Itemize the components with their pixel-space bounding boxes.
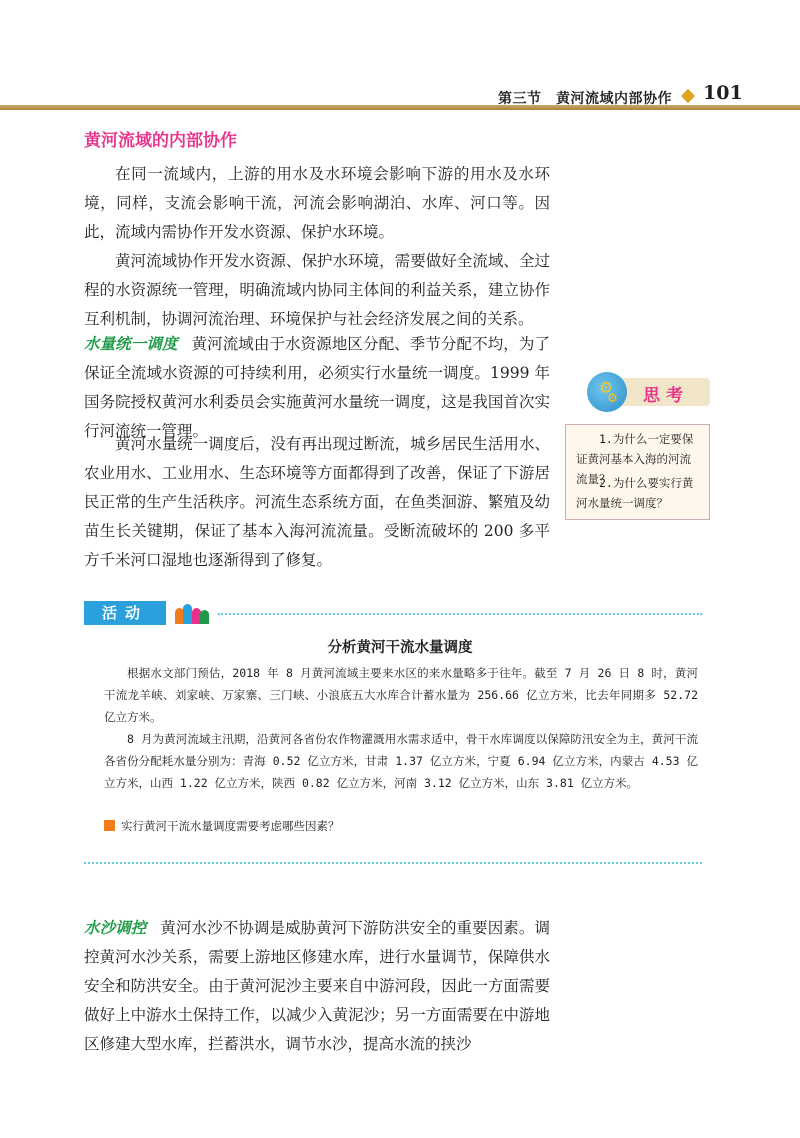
diamond-icon	[681, 89, 695, 103]
think-questions	[565, 424, 710, 520]
paragraph-3	[84, 330, 550, 446]
activity-paragraph-2: 8 月为黄河流域主汛期，沿黄河各省份农作物灌溉用水需求适中，骨干水库调度以保障防汛安全为主，黄河干流各省份分配耗水量分别为：青海 0.52 亿立方米，甘肃 1.37 亿立方米，宁夏 6.94 亿立方米，内蒙古 4.53 亿立方米，山西 1.22 亿立方米，陕西 0.82 亿立方米，河南 3.12 亿立方米，山东 3.81 亿立方米。	[104, 732, 698, 790]
paragraph-3-text: 黄河流域由于水资源地区分配、季节分配不均，为了保证全流域水资源的可持续利用，必须实行水量统一调度。1999 年国务院授权黄河水利委员会实施黄河水量统一调度，这是我国首次实行河流统一管理。	[84, 335, 550, 440]
head-gears-icon: ⚙ ⚙	[587, 372, 627, 412]
think-question-2: 2.为什么要实行黄河水量统一调度？	[576, 476, 694, 510]
sediment-control-heading: 水沙调控	[84, 919, 147, 937]
header-section-title: 第三节 黄河流域内部协作	[498, 91, 672, 107]
paragraph-5-text: 黄河水沙不协调是威胁黄河下游防洪安全的重要因素。调控黄河水沙关系，需要上游地区修建水库，进行水量调节，保障供水安全和防洪安全。由于黄河泥沙主要来自中游河段，因此一方面需要做好上中游水土保持工作，以减少入黄泥沙；另一方面需要在中游地区修建大型水库，拦蓄洪水，调节水沙，提高水流的挟沙	[84, 919, 550, 1053]
activity-bottom-divider	[84, 862, 702, 864]
activity-title: 分析黄河干流水量调度	[327, 640, 473, 656]
think-box	[565, 372, 710, 520]
activity-top-divider	[218, 613, 702, 615]
paragraph-4: 黄河水量统一调度后，没有再出现过断流，城乡居民生活用水、农业用水、工业用水、生态环境等方面都得到了改善，保证了下游居民正常的生产生活秩序。河流生态系统方面，在鱼类洄游、繁殖及幼苗生长关键期，保证了基本入海河流流量。受断流破坏的 200 多平方千米河口湿地也逐渐得到了修复。	[84, 435, 550, 569]
think-title: 思考	[643, 386, 689, 406]
section-heading: 黄河流域的内部协作	[84, 131, 237, 151]
paragraph-2: 黄河流域协作开发水资源、保护水环境，需要做好全流域、全过程的水资源统一管理，明确流域内协同主体间的利益关系，建立协作互利机制，协调河流治理、环境保护与社会经济发展之间的关系。	[84, 252, 550, 328]
activity-question-text: 实行黄河干流水量调度需要考虑哪些因素？	[121, 819, 340, 833]
header-rule	[0, 105, 800, 110]
activity-paragraph-1: 根据水文部门预估，2018 年 8 月黄河流域主要来水区的来水量略多于往年。截至 7 月 26 日 8 时，黄河干流龙羊峡、刘家峡、万家寨、三门峡、小浪底五大水库合计蓄水量为 256.66 亿立方米，比去年同期多 52.72 亿立方米。	[104, 666, 698, 724]
activity-label: 活动	[84, 601, 166, 625]
page-number: 101	[703, 82, 743, 104]
bullet-square-icon	[104, 820, 115, 831]
water-dispatch-heading: 水量统一调度	[84, 335, 178, 353]
people-icon	[175, 602, 209, 624]
paragraph-1: 在同一流域内，上游的用水及水环境会影响下游的用水及水环境，同样，支流会影响干流，河流会影响湖泊、水库、河口等。因此，流域内需协作开发水资源、保护水环境。	[84, 165, 550, 241]
activity-question	[104, 818, 340, 834]
paragraph-5	[84, 914, 550, 1059]
think-question-1: 1.为什么一定要保证黄河基本入海的河流流量？	[576, 432, 694, 486]
